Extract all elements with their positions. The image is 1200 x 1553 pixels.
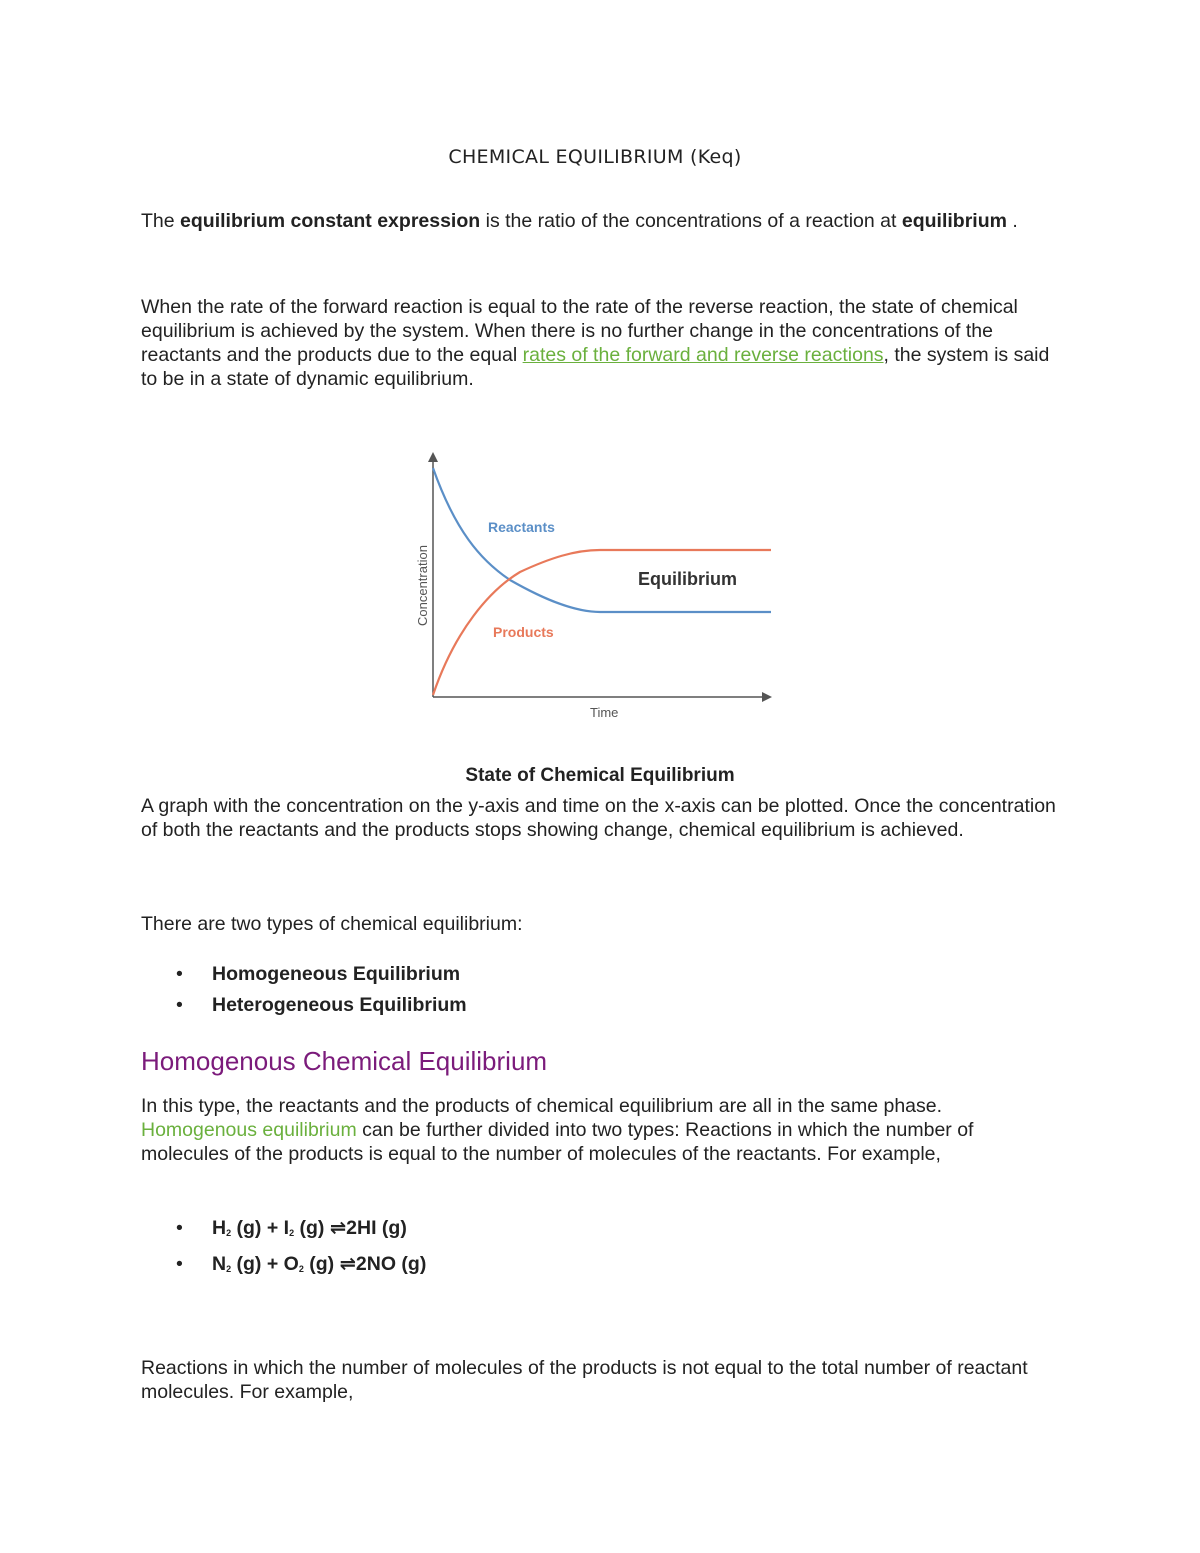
series-line-reactants — [433, 468, 771, 612]
rates-link[interactable]: rates of the forward and reverse reactions — [522, 344, 884, 366]
equilibrium-chart — [400, 440, 800, 730]
graph-paragraph: A graph with the concentration on the y-axis and time on the x-axis can be plotted. Once the concentration of both the reactants and the products stops showing change, chemical equilibrium is achieved. — [141, 795, 1056, 841]
list-item: • Heterogeneous Equilibrium — [141, 990, 467, 1021]
homogenous-equilibrium-term: Homogenous equilibrium — [141, 1119, 357, 1141]
intro-paragraph: The equilibrium constant expression is the ratio of the concentrations of a reaction at equilibrium . — [141, 210, 1018, 232]
term-equilibrium-constant-expression: equilibrium constant expression — [180, 210, 481, 232]
equation-item: • $N_2$ $(g) + O_2$ (g) ⇌2NO (g) — [141, 1249, 426, 1285]
x-axis-label: Time — [590, 705, 619, 720]
dynamic-equilibrium-paragraph: When the rate of the forward reaction is equal to the rate of the reverse reaction, the state of chemical equilibrium is achieved by the system. When there is no further change in the concentrations of the reactants and the products due to the equal rates of the forward and reverse reactions, the system is said to be in a state of dynamic equilibrium. — [141, 296, 1050, 390]
non-equal-paragraph: Reactions in which the number of molecules of the products is not equal to the total number of reactant molecules. For example, — [141, 1357, 1028, 1403]
x-axis-arrow — [762, 692, 772, 702]
y-axis-arrow — [428, 452, 438, 462]
chart-caption: State of Chemical Equilibrium — [465, 765, 735, 786]
bullet-icon: • — [176, 1217, 183, 1239]
bullet-icon: • — [176, 994, 183, 1016]
equation-item: • $H_2$ $(g) + I_2$ (g) ⇌2HI (g) — [141, 1213, 426, 1249]
document-title: CHEMICAL EQUILIBRIUM (Keq) — [448, 146, 742, 168]
series-label-reactants: Reactants — [488, 519, 555, 535]
bullet-icon: • — [176, 963, 183, 985]
term-equilibrium: equilibrium — [901, 210, 1007, 232]
y-axis-label: Concentration — [415, 545, 430, 626]
equilibrium-annotation: Equilibrium — [638, 569, 737, 589]
types-intro: There are two types of chemical equilibrium: — [141, 913, 523, 935]
types-list — [141, 959, 467, 1021]
list-item: • Homogeneous Equilibrium — [141, 959, 467, 990]
chart-svg — [400, 440, 800, 730]
bullet-icon: • — [176, 1253, 183, 1275]
homogenous-paragraph: In this type, the reactants and the products of chemical equilibrium are all in the same phase. Homogenous equilibrium can be further divided into two types: Reactions in which the number of molecules of the products is equal to the number of molecules of the reactants. For example, — [141, 1095, 974, 1165]
section-heading: Homogenous Chemical Equilibrium — [141, 1046, 548, 1076]
equations-list — [141, 1213, 426, 1285]
series-label-products: Products — [493, 624, 554, 640]
